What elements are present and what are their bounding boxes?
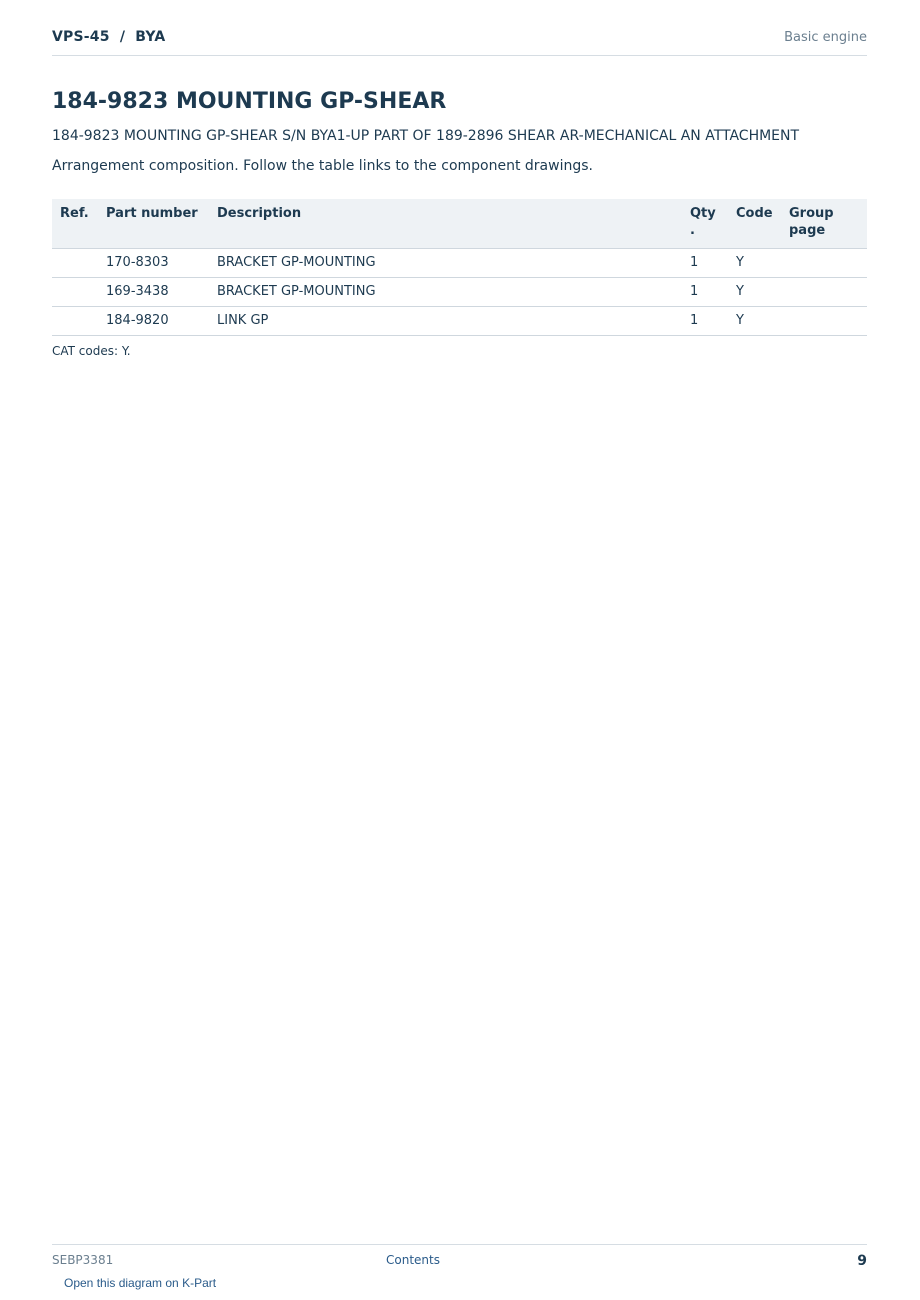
cell-group-page [789, 278, 867, 307]
column-header-code: Code [736, 199, 789, 249]
page-title: 184-9823 MOUNTING GP-SHEAR [52, 89, 447, 114]
cell-description: BRACKET GP-MOUNTING [217, 249, 690, 278]
cell-qty: 1 [690, 307, 736, 336]
cell-group-page [789, 307, 867, 336]
cell-ref [52, 307, 106, 336]
cell-part-number: 170-8303 [106, 249, 217, 278]
column-header-qty [690, 199, 736, 249]
cell-group-page [789, 249, 867, 278]
cell-qty: 1 [690, 278, 736, 307]
page-subtitle: 184-9823 MOUNTING GP-SHEAR S/N BYA1-UP PART OF 189-2896 SHEAR AR-MECHANICAL AN ATTACHMENT [52, 128, 800, 144]
column-header-description: Description [217, 199, 690, 249]
parts-table [52, 199, 867, 336]
page-header [52, 28, 867, 56]
footer-doc-id: SEBP3381 [52, 1253, 114, 1267]
column-header-group-page [789, 199, 867, 249]
open-kpart-link[interactable]: Open this diagram on K-Part [64, 1276, 217, 1290]
cell-code: Y [736, 249, 789, 278]
table-row [52, 249, 867, 278]
page-footer [52, 1244, 867, 1271]
cell-qty: 1 [690, 249, 736, 278]
header-model-serial: VPS-45 / BYA [52, 29, 166, 45]
column-header-part-number: Part number [106, 199, 217, 249]
column-header-group-line1: Group [789, 206, 834, 221]
header-section-name: Basic engine [784, 30, 867, 45]
column-header-qty-line1: Qty [690, 206, 716, 221]
table-row [52, 278, 867, 307]
table-row [52, 307, 867, 336]
intro-text: Arrangement composition. Follow the table links to the component drawings. [52, 158, 593, 174]
cat-codes-note: CAT codes: Y. [52, 344, 131, 358]
document-page [52, 0, 867, 1300]
contents-link[interactable]: Contents [386, 1253, 440, 1267]
column-header-qty-line2: . [690, 223, 695, 238]
cell-part-number: 184-9820 [106, 307, 217, 336]
cell-code: Y [736, 307, 789, 336]
cell-ref [52, 249, 106, 278]
column-header-group-line2: page [789, 223, 826, 238]
table-header-row [52, 199, 867, 249]
cell-ref [52, 278, 106, 307]
cell-code: Y [736, 278, 789, 307]
cell-description: LINK GP [217, 307, 690, 336]
cell-description: BRACKET GP-MOUNTING [217, 278, 690, 307]
cell-part-number: 169-3438 [106, 278, 217, 307]
column-header-ref: Ref. [52, 199, 106, 249]
footer-page-number: 9 [857, 1253, 867, 1269]
